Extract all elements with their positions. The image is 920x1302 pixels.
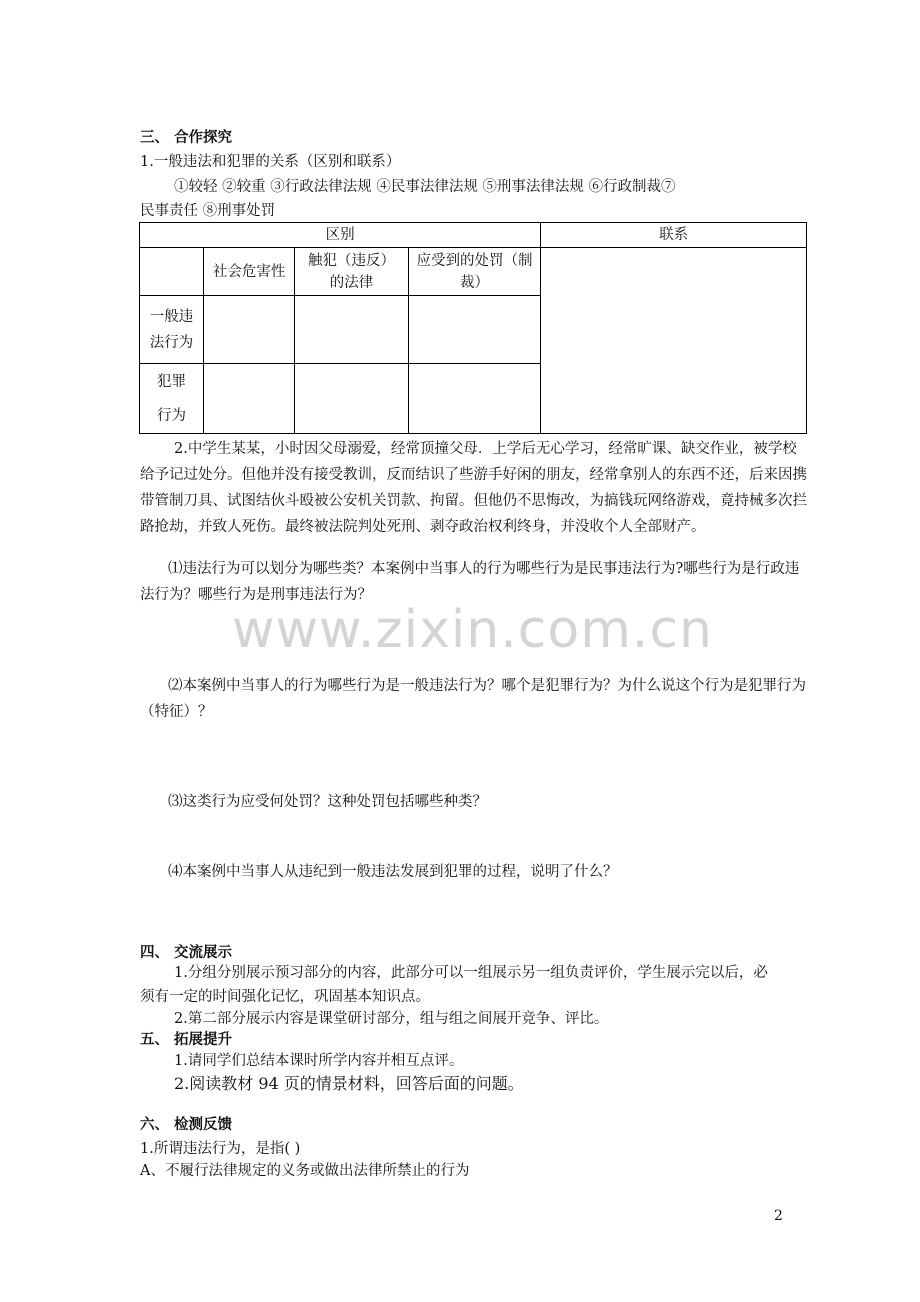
header-connection-cell [541,223,807,434]
sub-question-3: ⑶这类行为应受何处罚？这种处罚包括哪些种类？ [168,794,487,810]
table-cell [295,364,408,434]
sub-question-2: ⑵本案例中当事人的行为哪些行为是一般违法行为？哪个是犯罪行为？为什么说这个行为是犯罪行为（特征）？ [140,678,806,720]
table-cell [408,364,541,434]
blank-cell [140,248,204,296]
question-1-title: 1.一般违法和犯罪的关系（区别和联系） [140,154,401,170]
section-6-heading: 六、 检测反馈 [140,1117,233,1133]
table-cell [203,364,294,434]
section-4-item-2: 2.第二部分展示内容是课堂研讨部分，组与组之间展开竞争、评比。 [174,1011,609,1027]
sub-question-4: ⑷本案例中当事人从违纪到一般违法发展到犯罪的过程，说明了什么？ [168,864,618,880]
page-number: 2 [774,1208,783,1224]
feedback-question-1: 1.所谓违法行为，是指( ) [140,1141,301,1157]
row-general-violation: 一般违法行为 [140,296,204,364]
watermark: www.zixin.com.cn [232,600,713,660]
case-paragraph: 2.中学生某某，小时因父母溺爱，经常顶撞父母．上学后无心学习，经常旷课、缺交作业，被学校给予记过处分。但他并没有接受教训，反而结识了些游手好闲的朋友，经常拿别人的东西不还，后来因携带管制刀具、试图结伙斗殴被公安机关罚款、拘留。但他仍不思悔改，为搞钱玩网络游戏，竟持械多次拦路抢劫，并致人死伤。最终被法院判处死刑、剥夺政治权利终身，并没收个人全部财产。 [140,441,807,535]
relationship-table [139,222,807,434]
section-5-heading: 五、 拓展提升 [140,1032,233,1048]
col-law-violated: 触犯（违反）的法律 [295,248,408,296]
table-cell [203,296,294,364]
section-4-heading: 四、 交流展示 [140,945,233,961]
table-cell [408,296,541,364]
options-line-2: 民事责任 ⑧刑事处罚 [140,203,276,219]
header-connection: 联系 [541,223,806,248]
col-social-harm: 社会危害性 [203,248,294,296]
section-5-item-1: 1.请同学们总结本课时所学内容并相互点评。 [174,1053,464,1069]
section-4-item-1: 1.分组分别展示预习部分的内容，此部分可以一组展示另一组负责评价，学生展示完以后，必须有一定的时间强化记忆，巩固基本知识点。 [140,965,768,1005]
sub-question-1: ⑴违法行为可以划分为哪些类？本案例中当事人的行为哪些行为是民事违法行为?哪些行为是行政违法行为？哪些行为是刑事违法行为？ [140,561,800,603]
section-5-item-2: 2.阅读教材 94 页的情景材料，回答后面的问题。 [174,1074,524,1093]
row-crime: 犯罪 行为 [140,364,204,434]
section-3-heading: 三、 合作探究 [140,130,233,146]
col-punishment: 应受到的处罚（制裁） [408,248,541,296]
options-line-1: ①较轻 ②较重 ③行政法律法规 ④民事法律法规 ⑤刑事法律法规 ⑥行政制裁⑦ [174,179,676,195]
feedback-option-a: A、不履行法律规定的义务或做出法律所禁止的行为 [140,1163,470,1179]
table-cell [295,296,408,364]
header-difference: 区别 [140,223,541,248]
